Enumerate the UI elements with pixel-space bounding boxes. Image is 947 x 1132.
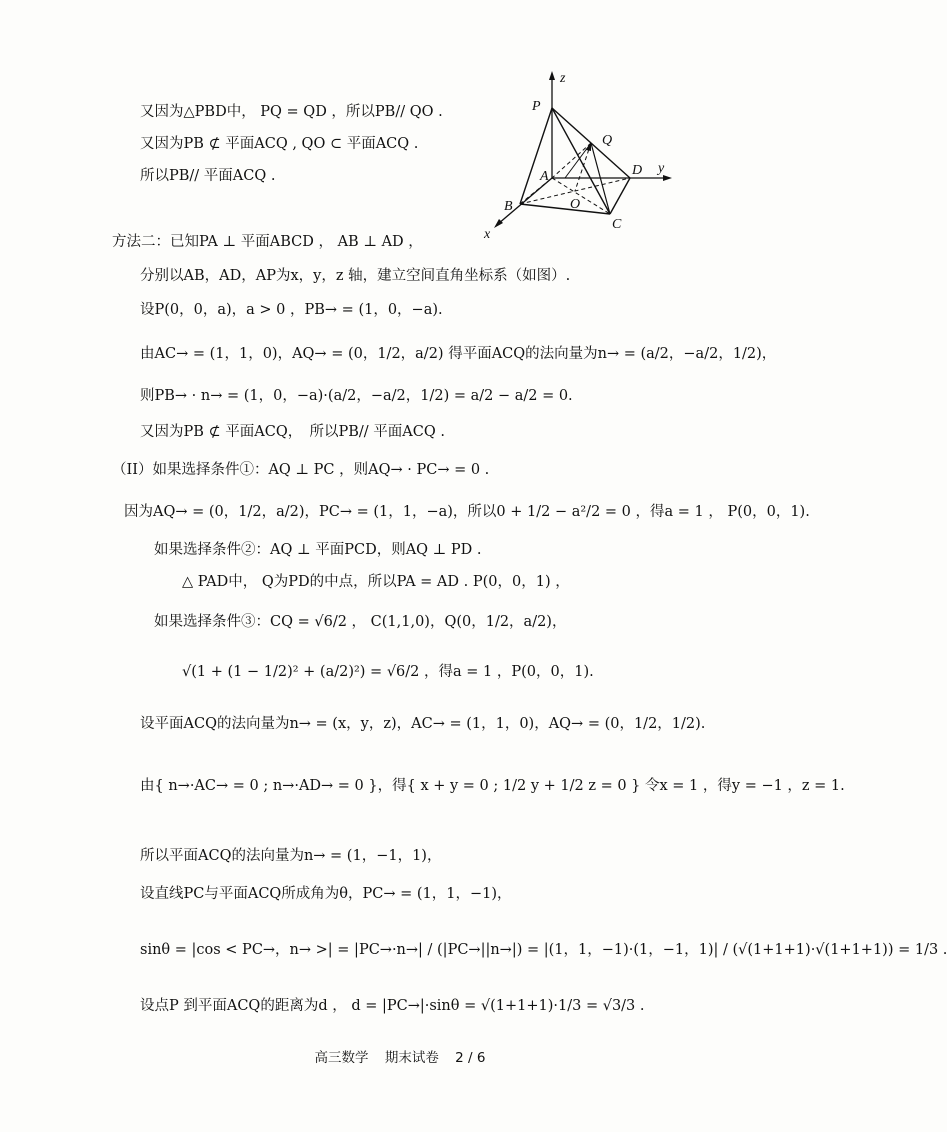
text-line-17: 由{ n→·AC→ = 0 ; n→·AD→ = 0 }，得{ x + y = 0 ; 1/2 y + 1/2 z = 0 } 令x = 1 ，得y = −1 ，z = 1. <box>140 778 845 794</box>
text-line-10: （II）如果选择条件①：AQ ⊥ PC ，则AQ→ · PC→ = 0 . <box>112 462 490 478</box>
footer-course: 高三数学 <box>314 1050 369 1066</box>
text-line-20: sinθ = |cos < PC→，n→ >| = |PC→·n→| / (|PC→||n→|) = |(1，1，−1)·(1，−1，1)| / (√(1+1+1)·√(1+1+1)) = 1/3 . <box>140 942 947 958</box>
label-z: z <box>560 71 566 86</box>
text-line-19: 设直线PC与平面ACQ所成角为θ，PC→ = (1，1，−1)， <box>140 886 512 902</box>
text-line-9: 又因为PB ⊄ 平面ACQ， 所以PB// 平面ACQ . <box>140 424 445 440</box>
text-line-4: 方法二：已知PA ⊥ 平面ABCD ， AB ⊥ AD ， <box>112 234 423 250</box>
text-line-7: 由AC→ = (1，1，0)，AQ→ = (0，1/2，a/2) 得平面ACQ的法向量为n→ = (a/2，−a/2，1/2)， <box>140 346 777 362</box>
text-line-1: 又因为△PBD中， PQ = QD ，所以PB// QO . <box>140 104 443 120</box>
page-footer <box>0 1046 800 1066</box>
text-line-13: △ PAD中， Q为PD的中点，所以PA = AD . P(0，0，1) ， <box>182 574 570 590</box>
text-line-16: 设平面ACQ的法向量为n→ = (x，y，z)，AC→ = (1，1，0)，AQ→ = (0，1/2，1/2). <box>140 716 706 732</box>
text-line-14: 如果选择条件③：CQ = √6/2 ， C(1,1,0)，Q(0，1/2，a/2)， <box>154 614 567 630</box>
label-y: y <box>658 161 665 176</box>
text-line-3: 所以PB// 平面ACQ . <box>140 168 276 184</box>
coordinate-figure <box>470 68 700 248</box>
label-P: P <box>532 99 541 114</box>
footer-exam: 期末试卷 <box>384 1050 439 1066</box>
footer-page-number: 2 / 6 <box>455 1050 486 1066</box>
label-x: x <box>484 227 491 242</box>
label-D: D <box>632 163 643 178</box>
text-line-18: 所以平面ACQ的法向量为n→ = (1，−1，1)， <box>140 848 442 864</box>
text-line-11: 因为AQ→ = (0，1/2，a/2)，PC→ = (1，1，−a)，所以0 + 1/2 − a²/2 = 0 ，得a = 1 ， P(0，0，1). <box>124 504 810 520</box>
text-line-12: 如果选择条件②：AQ ⊥ 平面PCD，则AQ ⊥ PD . <box>154 542 482 558</box>
label-A: A <box>540 169 549 184</box>
text-line-15: √(1 + (1 − 1/2)² + (a/2)²) = √6/2 ，得a = 1 ，P(0，0，1). <box>182 664 594 680</box>
label-Q: Q <box>602 133 613 148</box>
text-line-2: 又因为PB ⊄ 平面ACQ , QO ⊂ 平面ACQ . <box>140 136 419 152</box>
label-B: B <box>504 199 513 214</box>
text-line-6: 设P(0，0，a)，a > 0 ，PB→ = (1，0，−a). <box>140 302 443 318</box>
text-line-8: 则PB→ · n→ = (1，0，−a)·(a/2，−a/2，1/2) = a/2 − a/2 = 0. <box>140 388 573 404</box>
label-O: O <box>570 197 581 212</box>
label-C: C <box>612 217 622 232</box>
text-line-21: 设点P 到平面ACQ的距离为d ， d = |PC→|·sinθ = √(1+1+1)·1/3 = √3/3 . <box>140 998 645 1014</box>
text-line-5: 分别以AB，AD，AP为x，y，z 轴，建立空间直角坐标系（如图）. <box>140 268 571 284</box>
